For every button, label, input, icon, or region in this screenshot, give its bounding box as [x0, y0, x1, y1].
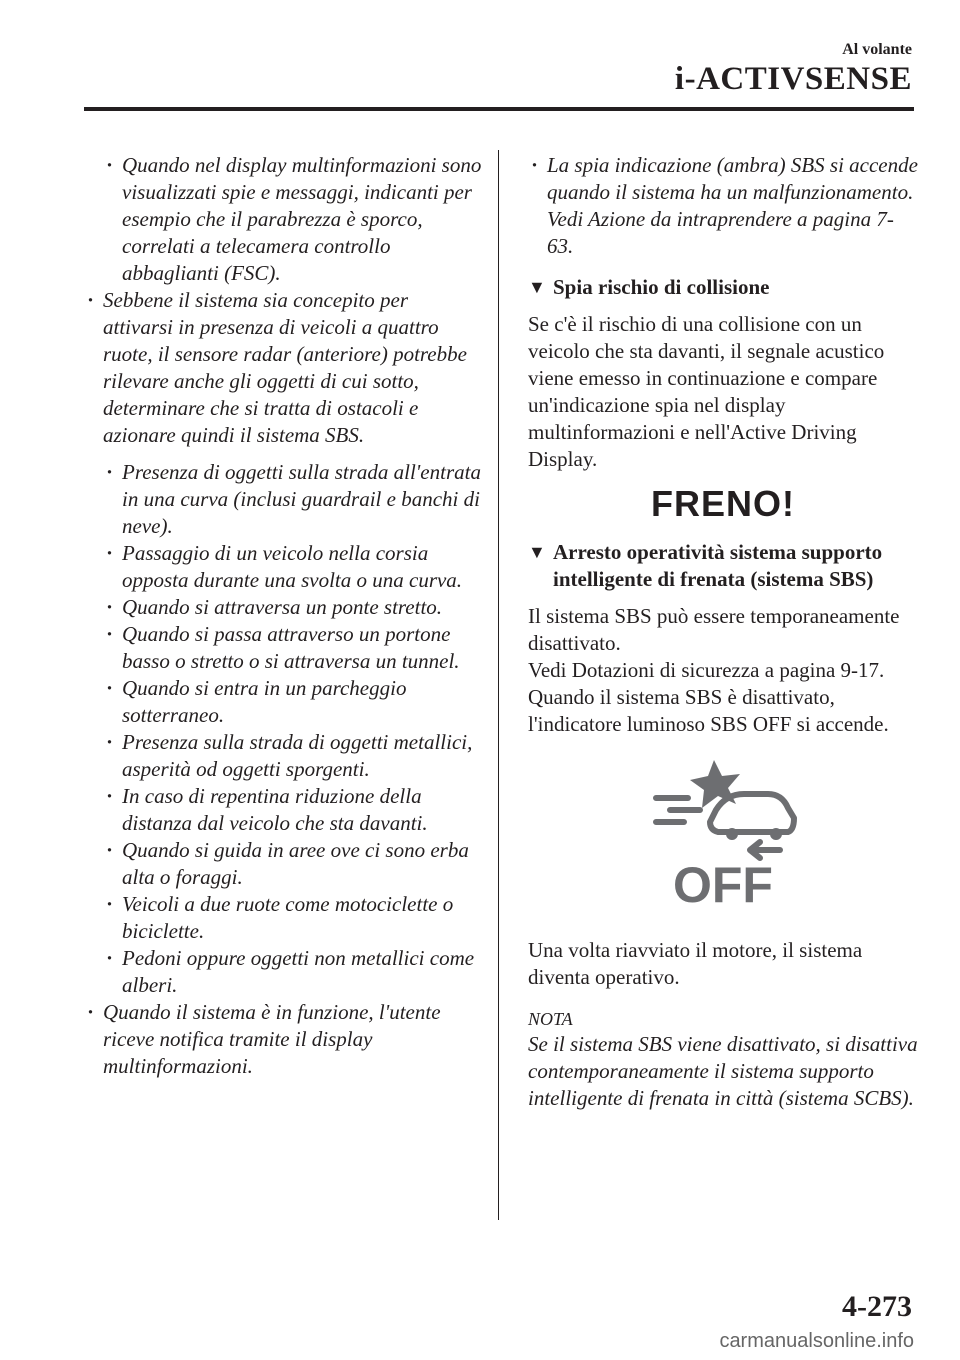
page-header	[675, 40, 912, 98]
brake-warning-display	[528, 483, 918, 525]
off-label: OFF	[673, 857, 773, 910]
triangle-down-icon: ▼	[528, 542, 546, 562]
sub-list-item: · Quando si entra in un parcheggio sotterraneo.	[103, 675, 482, 729]
sbs-off-indicator	[528, 760, 918, 915]
brake-warning-text: FRENO!	[651, 483, 795, 524]
sub-list-item: · Quando si guida in aree ove ci sono erba alta o foraggi.	[103, 837, 482, 891]
list-item: · Quando il sistema è in funzione, l'utente riceve notifica tramite il display multinformazioni.	[84, 999, 482, 1080]
column-divider	[498, 150, 499, 1220]
section-heading-collision-warning	[528, 274, 918, 301]
sub-list-item: · Passaggio di un veicolo nella corsia opposta durante una svolta o una curva.	[103, 540, 482, 594]
right-column	[528, 152, 918, 1112]
list-item: · Sebbene il sistema sia concepito per attivarsi in presenza di veicoli a quattro ruote, il sensore radar (anteriore) potrebbe rilevare anche gli oggetti di cui sotto, determinare che si tratta di ostacoli e azionare quindi il sistema SBS.	[84, 287, 482, 449]
list-item	[528, 152, 918, 260]
cross-reference: Vedi Dotazioni di sicurezza a pagina 9-17.	[528, 658, 885, 682]
sub-list-item: · Pedoni oppure oggetti non metallici come alberi.	[103, 945, 482, 999]
sub-list-item: · Quando si passa attraverso un portone basso o stretto o si attraversa un tunnel.	[103, 621, 482, 675]
sub-list-item: · Quando si attraversa un ponte stretto.	[103, 594, 482, 621]
left-column	[84, 152, 482, 1080]
note-label: NOTA	[528, 1009, 573, 1029]
heading-text: Arresto operatività sistema supporto intelligente di frenata (sistema SBS)	[553, 540, 883, 591]
sub-list-item: · Veicoli a due ruote come motociclette o biciclette.	[103, 891, 482, 945]
paragraph: Il sistema SBS può essere temporaneamente disattivato.	[528, 604, 900, 655]
page-number: 4-273	[842, 1290, 912, 1323]
header-rule	[84, 107, 914, 111]
paragraph: Quando il sistema SBS è disattivato, l'indicatore luminoso SBS OFF si accende.	[528, 685, 889, 736]
triangle-down-icon: ▼	[528, 277, 546, 297]
section-title: Al volante	[842, 41, 912, 58]
paragraph: Una volta riavviato il motore, il sistema diventa operativo.	[528, 938, 863, 989]
paragraph: Se c'è il rischio di una collisione con un veicolo che sta davanti, il segnale acustico viene emesso in continuazione e compare un'indicazione spia nel display multinformazioni e nell'Active Driving Display.	[528, 312, 885, 471]
list-item: · Quando nel display multinformazioni sono visualizzati spie e messaggi, indicanti per esempio che il parabrezza è sporco, correlati a telecamera controllo abbaglianti (FSC).	[103, 152, 482, 287]
heading-text: Spia rischio di collisione	[553, 275, 770, 299]
section-heading-sbs-off	[528, 539, 918, 593]
chapter-title: i-ACTIVSENSE	[674, 61, 912, 97]
watermark: carmanualsonline.info	[719, 1330, 914, 1352]
sub-list-item: · Presenza di oggetti sulla strada all'entrata in una curva (inclusi guardrail e banchi di neve).	[103, 459, 482, 540]
list-item-text: · La spia indicazione (ambra) SBS si accende quando il sistema ha un malfunzionamento.	[547, 153, 918, 204]
sub-list-item: · In caso di repentina riduzione della distanza dal veicolo che sta davanti.	[103, 783, 482, 837]
cross-reference: Vedi Azione da intraprendere a pagina 7-63.	[547, 207, 894, 258]
sub-list-item: · Presenza sulla strada di oggetti metallici, asperità od oggetti sporgenti.	[103, 729, 482, 783]
sbs-off-icon	[648, 760, 798, 910]
note-text: Se il sistema SBS viene disattivato, si disattiva contemporaneamente il sistema supporto intelligente di frenata in città (sistema SCBS).	[528, 1032, 918, 1110]
